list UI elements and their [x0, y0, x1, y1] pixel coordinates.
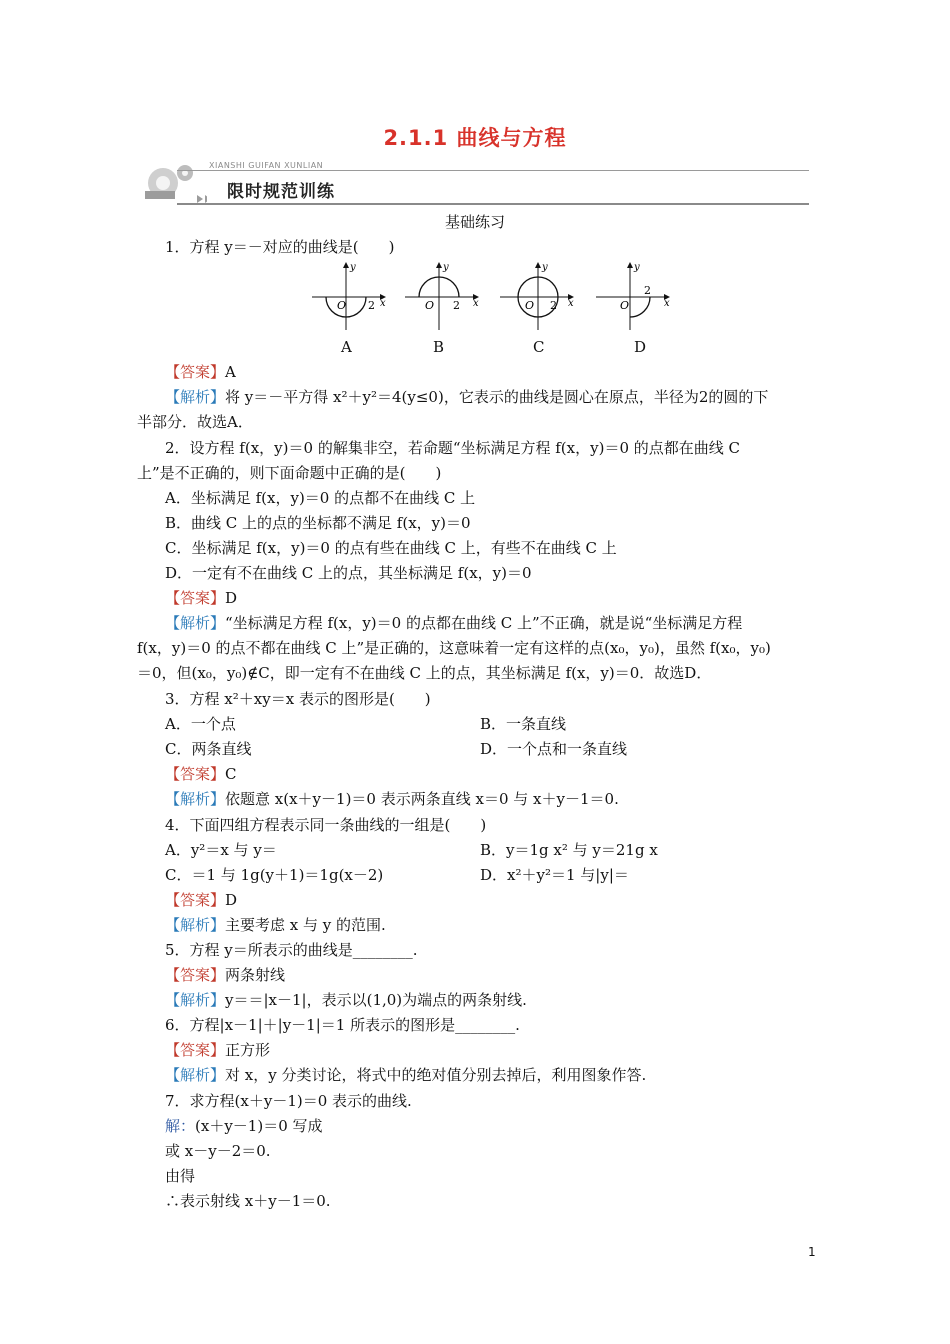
q1-stem: 1．方程 y＝－对应的曲线是( ) — [165, 238, 395, 256]
svg-text:O: O — [525, 299, 535, 312]
q7-solution: 解：(x＋y－1)＝0 写成 — [165, 1117, 323, 1135]
q3-answer: 【答案】C — [165, 765, 237, 783]
q4-stem: 4．下面四组方程表示同一条曲线的一组是( ) — [165, 816, 487, 834]
svg-text:x: x — [664, 298, 670, 309]
svg-text:x: x — [473, 298, 479, 309]
q4-answer: 【答案】D — [165, 891, 238, 909]
svg-text:2: 2 — [453, 299, 460, 312]
svg-text:2: 2 — [550, 299, 557, 312]
q3-stem: 3．方程 x²＋xy＝x 表示的图形是( ) — [165, 690, 431, 708]
svg-text:2: 2 — [644, 284, 651, 297]
svg-text:O: O — [620, 299, 630, 312]
q4-options-row2: C．＝1 与 1g(y＋1)＝1g(x－2) D．x²＋y²＝1 与|y|＝ — [165, 866, 629, 884]
q3-explanation: 【解析】依题意 x(x＋y－1)＝0 表示两条直线 x＝0 与 x＋y－1＝0. — [165, 790, 619, 808]
q7-stem: 7．求方程(x＋y－1)＝0 表示的曲线. — [165, 1092, 412, 1110]
q7-solution-line2: 或 x－y－2＝0. — [165, 1142, 271, 1160]
q2-explanation: 【解析】“坐标满足方程 f(x，y)＝0 的点都在曲线 C 上”不正确，就是说“坐标满足方程 — [165, 614, 743, 632]
banner-pinyin: XIANSHI GUIFAN XUNLIAN — [209, 161, 324, 170]
banner-top-rule — [177, 170, 809, 171]
figure-d — [596, 262, 676, 332]
svg-text:y: y — [350, 262, 356, 273]
svg-text:2: 2 — [368, 299, 375, 312]
figure-label-d: D — [634, 338, 647, 356]
q2-option-b: B．曲线 C 上的点的坐标都不满足 f(x，y)＝0 — [165, 514, 471, 532]
q2-option-c: C．坐标满足 f(x，y)＝0 的点有些在曲线 C 上，有些不在曲线 C 上 — [165, 539, 617, 557]
page-title: 2.1.1 曲线与方程 — [383, 126, 567, 150]
q3-options-row1: A．一个点 B．一条直线 — [165, 715, 567, 733]
q4-options-row1: A．y²＝x 与 y＝ B．y＝1g x² 与 y＝21g x — [165, 841, 658, 859]
q6-explanation: 【解析】对 x，y 分类讨论，将式中的绝对值分别去掉后，利用图象作答. — [165, 1066, 647, 1084]
section-banner — [137, 157, 809, 207]
q2-stem: 2．设方程 f(x，y)＝0 的解集非空，若命题“坐标满足方程 f(x，y)＝0 的点都在曲线 C — [165, 439, 740, 457]
q2-option-a: A．坐标满足 f(x，y)＝0 的点都不在曲线 C 上 — [165, 489, 476, 507]
banner-label: 限时规范训练 — [227, 182, 335, 202]
figure-b — [405, 262, 485, 332]
q5-answer: 【答案】两条射线 — [165, 966, 286, 984]
q1-answer: 【答案】A — [165, 363, 236, 381]
q2-explanation-cont2: ＝0，但(x₀，y₀)∉C，即一定有不在曲线 C 上的点，其坐标满足 f(x，y)＝0．故选D． — [137, 664, 712, 682]
q5-explanation: 【解析】y＝＝|x－1|，表示以(1,0)为端点的两条射线. — [165, 991, 527, 1009]
figure-c — [500, 262, 580, 332]
figure-label-b: B — [433, 338, 445, 356]
svg-text:O: O — [425, 299, 435, 312]
q7-solution-line3: 由得 — [165, 1167, 196, 1185]
banner-bottom-rule — [177, 203, 809, 205]
svg-text:y: y — [542, 262, 548, 273]
figure-a — [312, 262, 392, 332]
figure-label-c: C — [533, 338, 545, 356]
q6-answer: 【答案】正方形 — [165, 1041, 271, 1059]
q2-answer: 【答案】D — [165, 589, 238, 607]
q5-stem: 5．方程 y＝所表示的曲线是________. — [165, 941, 418, 959]
page-number: 1 — [808, 1245, 816, 1259]
q3-options-row2: C．两条直线 D．一个点和一条直线 — [165, 740, 628, 758]
svg-text:O: O — [337, 299, 347, 312]
q2-option-d: D．一定有不在曲线 C 上的点，其坐标满足 f(x，y)＝0 — [165, 564, 532, 582]
q7-solution-line4: ∴表示射线 x＋y－1＝0. — [165, 1192, 331, 1210]
svg-text:y: y — [443, 262, 449, 273]
svg-text:x: x — [380, 298, 386, 309]
figure-label-a: A — [341, 338, 352, 356]
q2-stem-cont: 上”是不正确的，则下面命题中正确的是( ) — [137, 464, 442, 482]
q1-explanation-cont: 半部分．故选A． — [137, 413, 253, 431]
section-heading: 基础练习 — [444, 213, 505, 231]
svg-text:y: y — [634, 262, 640, 273]
svg-text:x: x — [568, 298, 574, 309]
q4-explanation: 【解析】主要考虑 x 与 y 的范围. — [165, 916, 386, 934]
gear-decoration-icon — [137, 157, 207, 207]
q6-stem: 6．方程|x－1|＋|y－1|＝1 所表示的图形是________. — [165, 1016, 520, 1034]
q2-explanation-cont1: f(x，y)＝0 的点不都在曲线 C 上”是正确的，这意味着一定有这样的点(x₀，y₀)，虽然 f(x₀，y₀) — [137, 639, 771, 657]
q1-explanation: 【解析】将 y＝－平方得 x²＋y²＝4(y≤0)，它表示的曲线是圆心在原点，半径为2的圆的下 — [165, 388, 769, 406]
